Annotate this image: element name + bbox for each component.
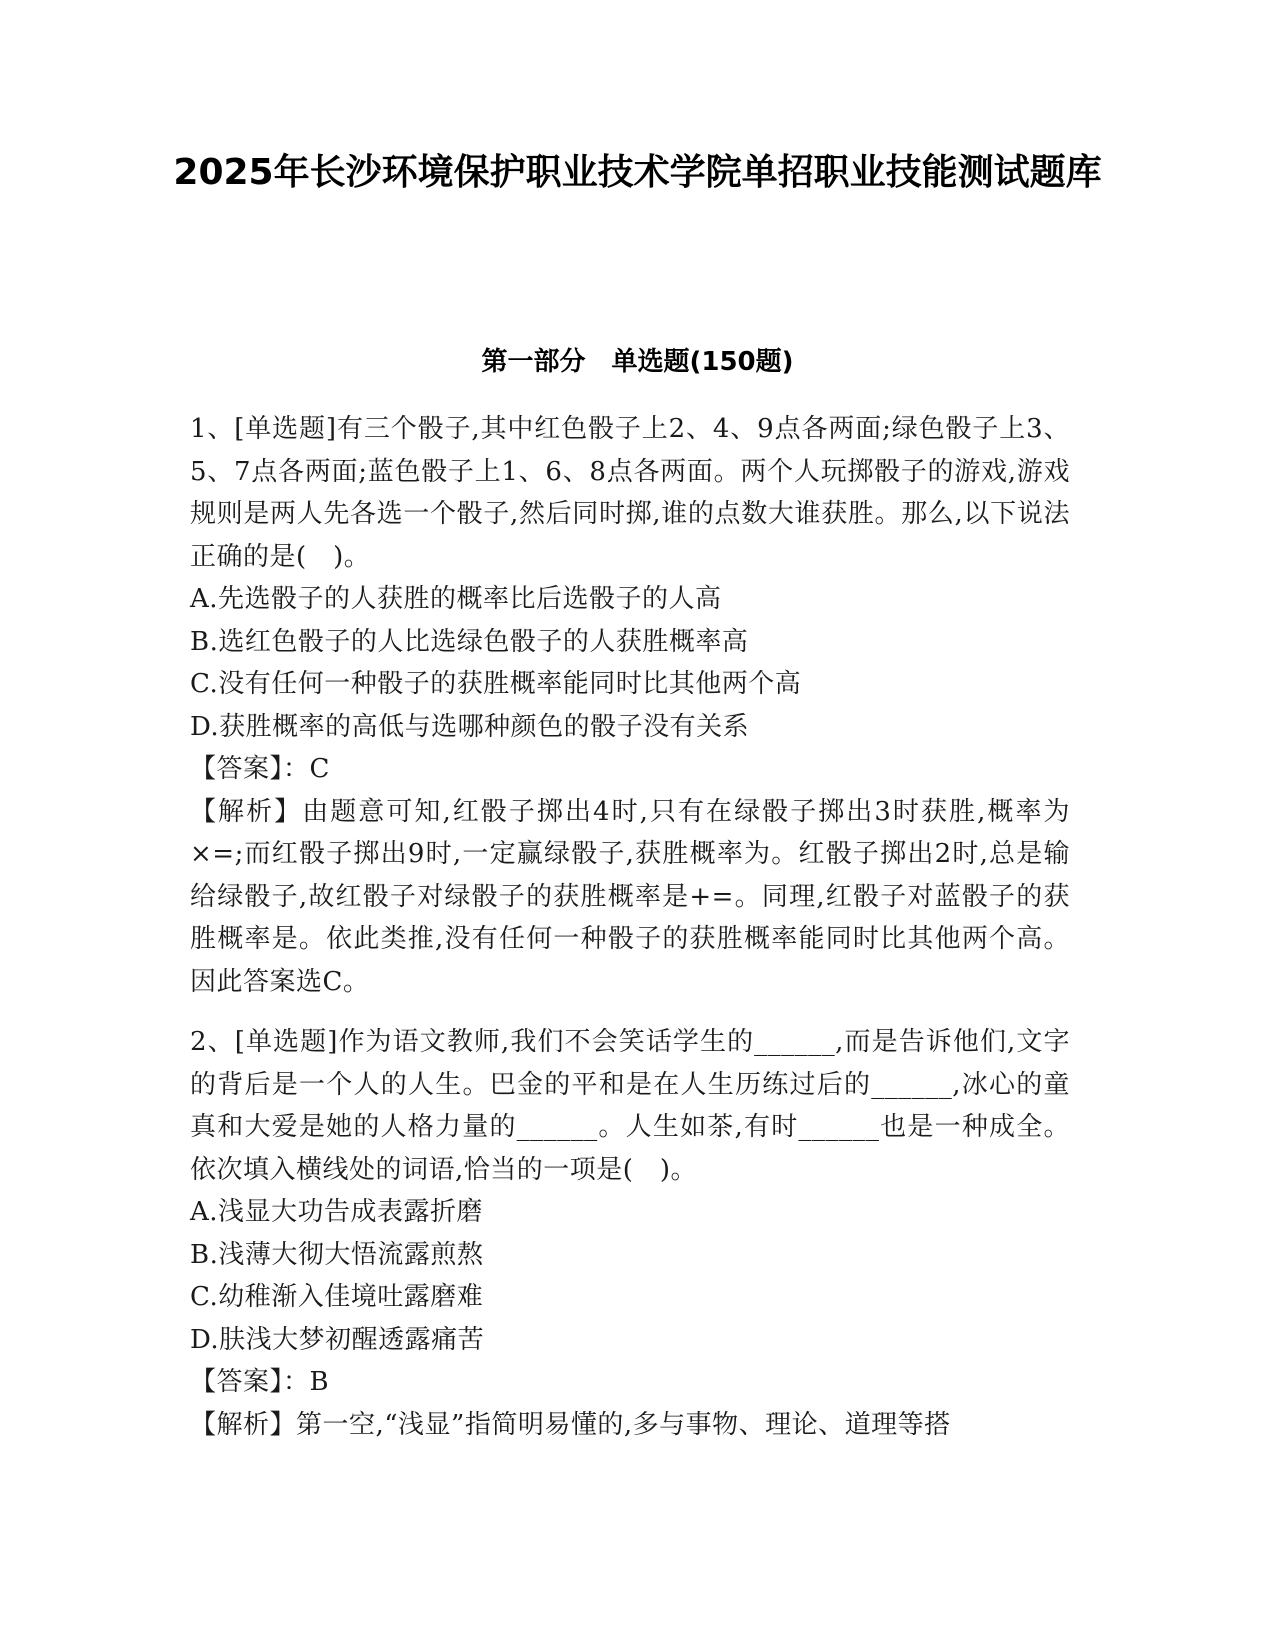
- option-d: D.肤浅大梦初醒透露痛苦: [190, 1324, 485, 1355]
- answer-line: 【答案】：B: [190, 1367, 330, 1397]
- question-list: [190, 408, 1070, 1452]
- option-a: A.浅显大功告成表露折磨: [190, 1197, 484, 1227]
- option-a: A.先选骰子的人获胜的概率比后选骰子的人高: [190, 584, 722, 614]
- document-title: 2025年长沙环境保护职业技术学院单招职业技能测试题库: [173, 152, 1102, 193]
- question-spacer: [190, 1009, 1070, 1021]
- explanation: 【解析】第一空,“浅显”指简明易懂的,多与事物、理论、道理等搭: [190, 1409, 951, 1440]
- section-heading: 第一部分 单选题(150题): [481, 347, 794, 377]
- option-b: B.浅薄大彻大悟流露煎熬: [190, 1239, 484, 1270]
- option-c: C.没有任何一种骰子的获胜概率能同时比其他两个高: [190, 669, 802, 699]
- question-item: [190, 1021, 1070, 1446]
- option-d: D.获胜概率的高低与选哪种颜色的骰子没有关系: [190, 711, 750, 742]
- option-c: C.幼稚渐入佳境吐露磨难: [190, 1282, 484, 1312]
- option-b: B.选红色骰子的人比选绿色骰子的人获胜概率高: [190, 626, 749, 657]
- answer-line: 【答案】：C: [190, 754, 330, 784]
- question-item: [190, 408, 1070, 1003]
- explanation: 【解析】由题意可知,红骰子掷出4时,只有在绿骰子掷出3时获胜,概率为×=;而红骰子掷出9时,一定赢绿骰子,获胜概率为。红骰子掷出2时,总是输给绿骰子,故红骰子对绿骰子的获胜概率是+=。同理,红骰子对蓝骰子的获胜概率是。依此类推,没有任何一种骰子的获胜概率能同时比其他两个高。因此答案选C。: [190, 796, 1070, 997]
- question-stem: 1、[单选题]有三个骰子,其中红色骰子上2、4、9点各两面;绿色骰子上3、5、7点各两面;蓝色骰子上1、6、8点各两面。两个人玩掷骰子的游戏,游戏规则是两人先各选一个骰子,然后同时掷,谁的点数大谁获胜。那么,以下说法正确的是( )。: [190, 414, 1070, 572]
- question-stem: 2、[单选题]作为语文教师,我们不会笑话学生的______,而是告诉他们,文字的背后是一个人的人生。巴金的平和是在人生历练过后的______,冰心的童真和大爱是她的人格力量的______。人生如茶,有时______也是一种成全。依次填入横线处的词语,恰当的一项是( )。: [190, 1027, 1070, 1185]
